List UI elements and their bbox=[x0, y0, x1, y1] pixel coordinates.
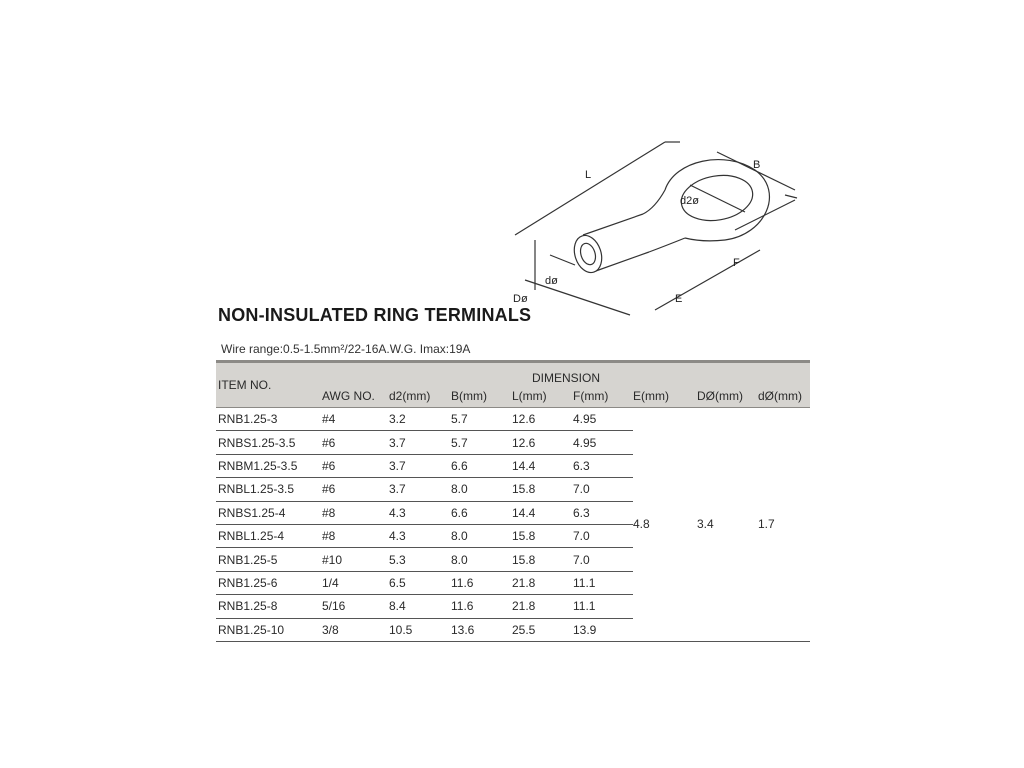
cell-item: RNB1.25-8 bbox=[218, 599, 278, 614]
page-title: NON-INSULATED RING TERMINALS bbox=[218, 305, 532, 325]
cell-item: RNBS1.25-3.5 bbox=[218, 435, 296, 450]
cell-awg: #8 bbox=[322, 529, 336, 544]
cell-item: RNB1.25-10 bbox=[216, 618, 322, 641]
cell-l: 25.5 bbox=[512, 618, 573, 641]
ring-terminal-diagram bbox=[495, 130, 815, 330]
cell-d2: 10.5 bbox=[389, 618, 451, 641]
dimension-label-b: B bbox=[753, 159, 761, 171]
cell-awg: #6 bbox=[322, 482, 336, 497]
cell-f: 7.0 bbox=[573, 482, 590, 497]
cell-d2: 3.2 bbox=[389, 412, 406, 427]
cell-l: 14.4 bbox=[512, 458, 536, 473]
cell-awg: #10 bbox=[322, 552, 343, 567]
cell-b: 8.0 bbox=[451, 482, 468, 497]
cell-d2: 6.5 bbox=[389, 575, 406, 590]
dimension-label-dd: Dø bbox=[513, 293, 528, 305]
cell-awg: 5/16 bbox=[322, 599, 346, 614]
dimension-label-e: E bbox=[675, 293, 683, 305]
cell-f: 13.9 bbox=[573, 618, 633, 641]
cell-awg: 3/8 bbox=[322, 618, 389, 641]
cell-f: 4.95 bbox=[573, 412, 597, 427]
cell-d2: 4.3 bbox=[389, 529, 406, 544]
cell-awg: #6 bbox=[322, 458, 336, 473]
cell-f: 6.3 bbox=[573, 458, 590, 473]
cell-b: 11.6 bbox=[451, 575, 474, 590]
header-awg: AWG NO. bbox=[322, 389, 375, 403]
header-d2: d2(mm) bbox=[389, 389, 431, 403]
cell-b: 8.0 bbox=[451, 552, 468, 567]
dimension-label-l: L bbox=[585, 169, 592, 181]
cell-b: 5.7 bbox=[451, 435, 468, 450]
cell-do-common: 3.4 bbox=[697, 408, 758, 642]
header-dd: dØ(mm) bbox=[758, 389, 802, 403]
table-header-row bbox=[216, 362, 810, 386]
cell-f: 6.3 bbox=[573, 505, 590, 520]
cell-b: 6.6 bbox=[451, 458, 468, 473]
cell-awg: #6 bbox=[322, 435, 336, 450]
cell-l: 21.8 bbox=[512, 599, 536, 614]
cell-dd-common: 1.7 bbox=[758, 408, 810, 642]
cell-l: 15.8 bbox=[512, 482, 536, 497]
cell-f: 7.0 bbox=[573, 552, 590, 567]
cell-l: 21.8 bbox=[512, 575, 536, 590]
header-b: B(mm) bbox=[451, 389, 487, 403]
cell-item: RNB1.25-5 bbox=[218, 552, 278, 567]
cell-f: 4.95 bbox=[573, 435, 597, 450]
cell-f: 11.1 bbox=[573, 599, 596, 614]
cell-l: 12.6 bbox=[512, 435, 536, 450]
cell-d2: 3.7 bbox=[389, 482, 406, 497]
table-row bbox=[216, 408, 810, 431]
dimension-label-d: dø bbox=[545, 275, 558, 287]
cell-awg: 1/4 bbox=[322, 575, 339, 590]
cell-item: RNBL1.25-4 bbox=[218, 529, 285, 544]
cell-d2: 3.7 bbox=[389, 458, 406, 473]
cell-f: 11.1 bbox=[573, 575, 596, 590]
header-dimension bbox=[322, 362, 810, 386]
cell-f: 7.0 bbox=[573, 529, 590, 544]
cell-l: 14.4 bbox=[512, 505, 536, 520]
header-f: F(mm) bbox=[573, 389, 609, 403]
cell-b: 8.0 bbox=[451, 529, 468, 544]
header-dimension-label: DIMENSION bbox=[532, 371, 601, 385]
header-e: E(mm) bbox=[633, 389, 669, 403]
cell-item: RNBS1.25-4 bbox=[218, 505, 286, 520]
terminal-spec-table bbox=[216, 360, 810, 642]
cell-awg: #8 bbox=[322, 505, 336, 520]
cell-e-common: 4.8 bbox=[633, 408, 697, 642]
cell-b: 11.6 bbox=[451, 599, 474, 614]
dimension-label-d2: d2ø bbox=[680, 195, 699, 207]
cell-b: 5.7 bbox=[451, 412, 468, 427]
cell-l: 15.8 bbox=[512, 529, 536, 544]
cell-awg: #4 bbox=[322, 412, 336, 427]
cell-l: 15.8 bbox=[512, 552, 536, 567]
header-do: DØ(mm) bbox=[697, 389, 743, 403]
cell-d2: 5.3 bbox=[389, 552, 406, 567]
cell-l: 12.6 bbox=[512, 412, 536, 427]
wire-spec-line: Wire range:0.5-1.5mm²/22-16A.W.G. Imax:19A bbox=[221, 342, 471, 356]
cell-b: 6.6 bbox=[451, 505, 468, 520]
dimension-label-f: F bbox=[733, 257, 740, 269]
header-item-no: ITEM NO. bbox=[218, 378, 272, 392]
cell-item: RNB1.25-6 bbox=[218, 575, 278, 590]
cell-d2: 4.3 bbox=[389, 505, 406, 520]
cell-item: RNBL1.25-3.5 bbox=[218, 482, 295, 497]
cell-b: 13.6 bbox=[451, 618, 512, 641]
cell-d2: 8.4 bbox=[389, 599, 406, 614]
cell-item: RNBM1.25-3.5 bbox=[218, 458, 298, 473]
cell-item: RNB1.25-3 bbox=[218, 412, 278, 427]
header-l: L(mm) bbox=[512, 389, 547, 403]
cell-d2: 3.7 bbox=[389, 435, 406, 450]
